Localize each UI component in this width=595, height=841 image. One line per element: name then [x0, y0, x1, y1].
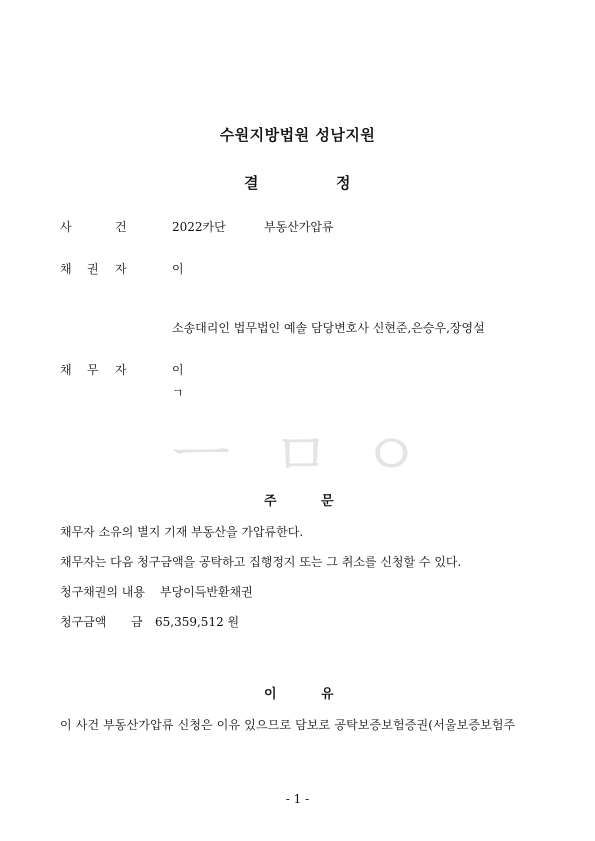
creditor-label-1: 채 — [60, 262, 72, 276]
case-number: 2022카단 — [172, 220, 226, 234]
page-number: - 1 - — [285, 792, 310, 806]
amount-value: 65,359,512 원 — [155, 615, 240, 629]
debtor-label-1: 채 — [60, 363, 72, 377]
debtor-label-3: 자 — [115, 363, 127, 377]
debtor-label-2: 무 — [87, 363, 99, 377]
claim-label: 청구채권의 내용 — [60, 585, 145, 599]
doc-type-char-1: 결 — [244, 174, 259, 192]
case-label-2: 건 — [115, 220, 127, 234]
debtor-extra: ㄱ — [172, 386, 184, 400]
watermark-glyph-2: ㅁ — [272, 421, 330, 491]
order-line-2: 채무자는 다음 청구금액을 공탁하고 집행정지 또는 그 취소를 신청할 수 있다. — [60, 555, 462, 569]
doc-type-char-2: 정 — [336, 174, 351, 192]
reason-line-1: 이 사건 부동산가압류 신청은 이유 있으므로 담보로 공탁보증보험증권(서울보증보험주 — [60, 718, 516, 732]
reason-heading-1: 이 — [264, 687, 277, 702]
court-name: 수원지방법원 성남지원 — [219, 126, 376, 144]
amount-prefix: 금 — [131, 615, 143, 629]
creditor-label-3: 자 — [115, 262, 127, 276]
amount-label: 청구금액 — [60, 615, 107, 629]
creditor-label-2: 권 — [87, 262, 99, 276]
claim-value: 부당이득반환채권 — [160, 585, 253, 599]
case-label-1: 사 — [60, 220, 72, 234]
watermark-glyph-1: ㅡ — [172, 421, 230, 491]
order-heading-2: 문 — [321, 494, 334, 509]
case-name: 부동산가압류 — [264, 220, 334, 234]
creditor-agent: 소송대리인 법무법인 예솔 담당변호사 신현준,은승우,장영설 — [172, 321, 485, 335]
debtor-name: 이 — [172, 363, 184, 377]
watermark-glyph-3: ㅇ — [362, 421, 420, 491]
order-line-1: 채무자 소유의 별지 기재 부동산을 가압류한다. — [60, 525, 304, 539]
creditor-name: 이 — [172, 262, 184, 276]
reason-heading-2: 유 — [321, 687, 334, 702]
order-heading-1: 주 — [264, 494, 277, 509]
